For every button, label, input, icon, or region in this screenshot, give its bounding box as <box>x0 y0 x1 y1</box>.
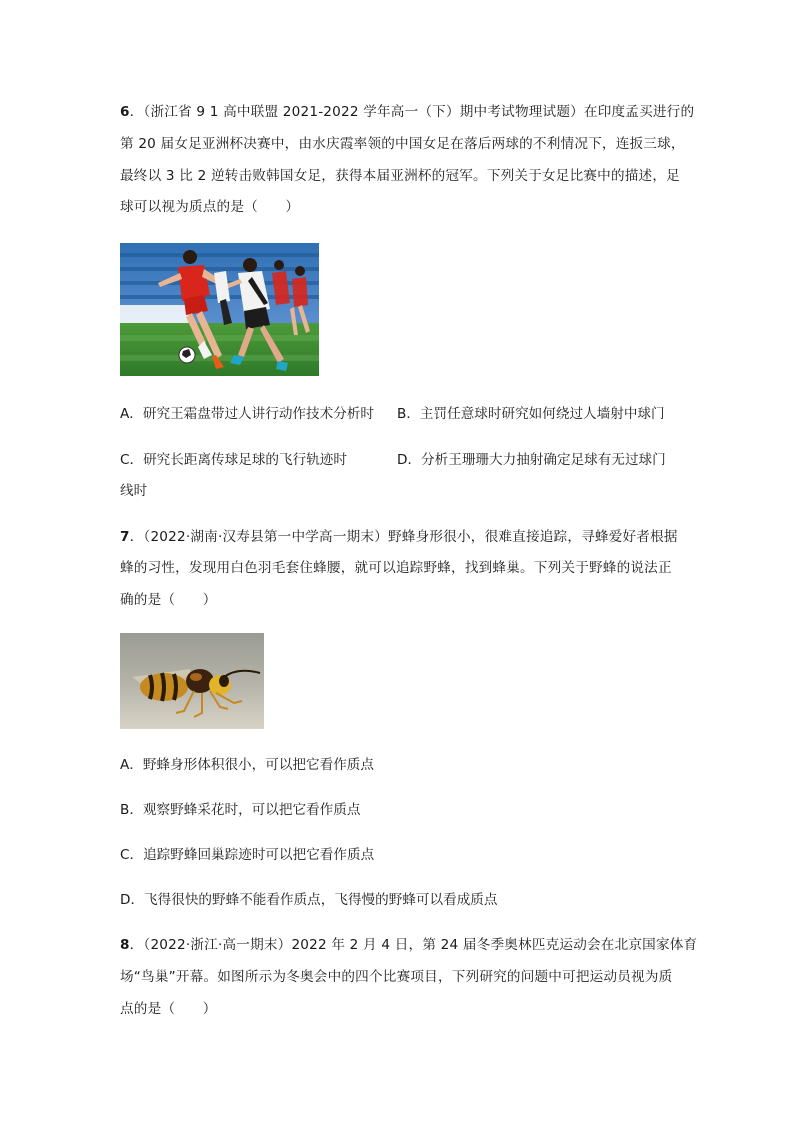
q6-number: 6 <box>120 104 130 120</box>
q7-line-2: 蜂的习性，发现用白色羽毛套住蜂腰，就可以追踪野蜂，找到蜂巢。下列关于野蜂的说法正 <box>120 560 672 576</box>
q6-line-2: 第 20 届女足亚洲杯决赛中，由水庆霞率领的中国女足在落后两球的不利情况下，连扳三球， <box>120 136 685 152</box>
q6-option-c: C．研究长距离传球足球的飞行轨迹时 <box>120 452 347 468</box>
q7-line-3: 确的是（ ） <box>120 592 217 608</box>
q6-line-4: 球可以视为质点的是（ ） <box>120 199 300 215</box>
q7-option-b: B．观察野蜂采花时，可以把它看作质点 <box>120 802 361 818</box>
q7-line-1 <box>120 527 678 547</box>
wasp-photo-graphic <box>120 633 264 729</box>
q6-text-1: ．（浙江省 9 1 高中联盟 2021-2022 学年高一（下）期中考试物理试题）在印度孟买进行的 <box>129 104 695 120</box>
soccer-match-photo <box>120 243 319 376</box>
q6-option-d: D．分析王珊珊大力抽射确定足球有无过球门 <box>397 452 666 468</box>
q8-text-1: ．（2022·浙江·高一期末）2022 年 2 月 4 日，第 24 届冬季奥林匹克运动会在北京国家体育 <box>129 937 698 953</box>
wasp-photo <box>120 633 264 729</box>
q6-option-a: A．研究王霜盘带过人讲行动作技术分析时 <box>120 406 374 422</box>
q8-line-1 <box>120 935 697 955</box>
q6-option-d-continued: 线时 <box>120 483 148 499</box>
q7-option-a: A．野蜂身形体积很小，可以把它看作质点 <box>120 757 374 773</box>
q8-line-3: 点的是（ ） <box>120 1001 217 1017</box>
q8-line-2: 场“鸟巢”开幕。如图所示为冬奥会中的四个比赛项目，下列研究的问题中可把运动员视为质 <box>120 969 673 985</box>
q7-option-d: D．飞得很快的野蜂不能看作质点，飞得慢的野蜂可以看成质点 <box>120 892 498 908</box>
soccer-photo-graphic <box>120 243 319 376</box>
q8-number: 8 <box>120 937 130 953</box>
q7-number: 7 <box>120 529 130 545</box>
q7-option-c: C．追踪野蜂回巢踪迹时可以把它看作质点 <box>120 847 375 863</box>
q7-text-1: ．（2022·湖南·汉寿县第一中学高一期末）野蜂身形很小，很难直接追踪，寻蜂爱好者根据 <box>129 529 678 545</box>
q6-option-b: B．主罚任意球时研究如何绕过人墙射中球门 <box>397 406 665 422</box>
q6-line-1 <box>120 102 694 122</box>
q6-line-3: 最终以 3 比 2 逆转击败韩国女足，获得本届亚洲杯的冠军。下列关于女足比赛中的描述，足 <box>120 168 680 184</box>
